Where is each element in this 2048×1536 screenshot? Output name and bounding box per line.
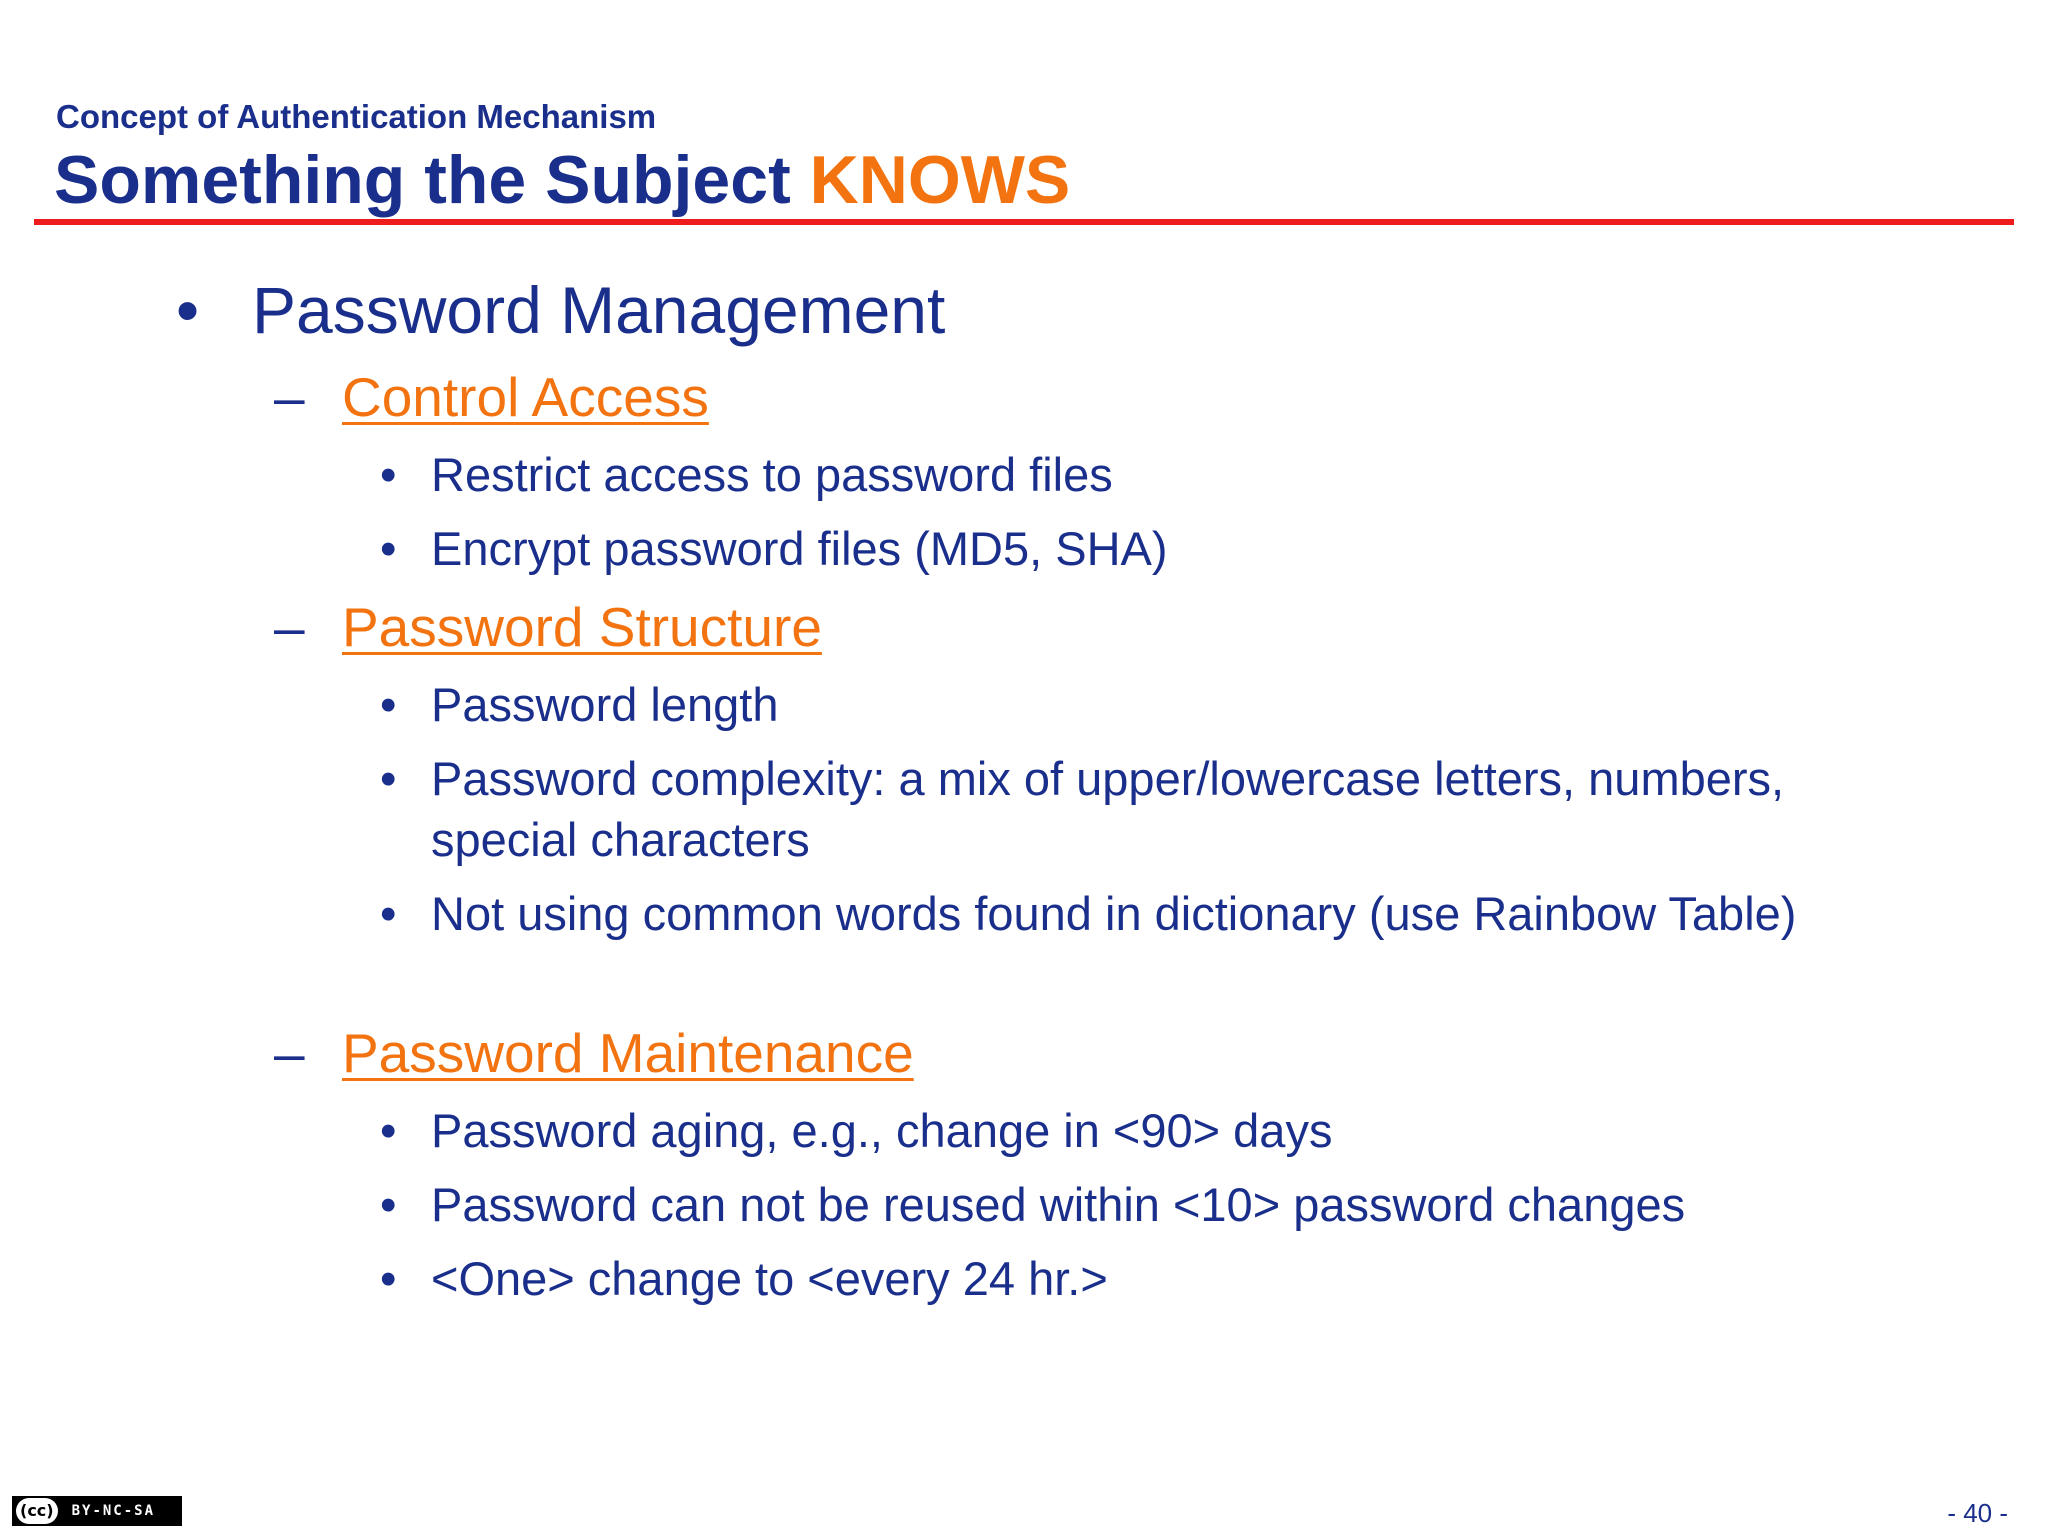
bullet-marker: • bbox=[380, 1178, 397, 1231]
cc-license-badge[interactable] bbox=[12, 1496, 182, 1526]
list-item-text: Encrypt password files (MD5, SHA) bbox=[431, 522, 1168, 575]
cc-icon: (cc) bbox=[16, 1498, 58, 1524]
list-item-text: Restrict access to password files bbox=[431, 448, 1113, 501]
slide-subtitle: Concept of Authentication Mechanism bbox=[56, 98, 657, 135]
link-control-access[interactable]: Control Access bbox=[342, 366, 709, 428]
list-item-text: Not using common words found in dictionary (use Rainbow Table) bbox=[431, 887, 1797, 940]
bullet-marker: • bbox=[380, 752, 397, 805]
bullet-marker: • bbox=[380, 448, 397, 501]
bullet-marker: • bbox=[380, 522, 397, 575]
slide-title-main: Something the Subject bbox=[54, 142, 810, 218]
dash-marker: – bbox=[274, 1022, 305, 1084]
link-password-structure[interactable]: Password Structure bbox=[342, 596, 822, 658]
bullet-marker: • bbox=[176, 273, 200, 347]
slide-title-accent: KNOWS bbox=[809, 142, 1071, 218]
link-password-maintenance[interactable]: Password Maintenance bbox=[342, 1022, 914, 1084]
list-item-text: Password complexity: a mix of upper/lowercase letters, numbers, special characters bbox=[431, 752, 1785, 866]
bullet-marker: • bbox=[380, 1252, 397, 1305]
dash-marker: – bbox=[274, 596, 305, 658]
bullet-marker: • bbox=[380, 678, 397, 731]
dash-marker: – bbox=[274, 366, 305, 428]
bullet-marker: • bbox=[380, 1104, 397, 1157]
bullet-text: Password Management bbox=[252, 273, 946, 347]
list-item-text: Password length bbox=[431, 678, 779, 731]
license-text: BY-NC-SA bbox=[71, 1503, 156, 1519]
page-number: - 40 - bbox=[1947, 1498, 2008, 1528]
bullet-marker: • bbox=[380, 887, 397, 940]
list-item-text: <One> change to <every 24 hr.> bbox=[431, 1252, 1108, 1305]
list-item-text: Password can not be reused within <10> password changes bbox=[431, 1178, 1686, 1231]
list-item-text: Password aging, e.g., change in <90> days bbox=[431, 1104, 1333, 1157]
